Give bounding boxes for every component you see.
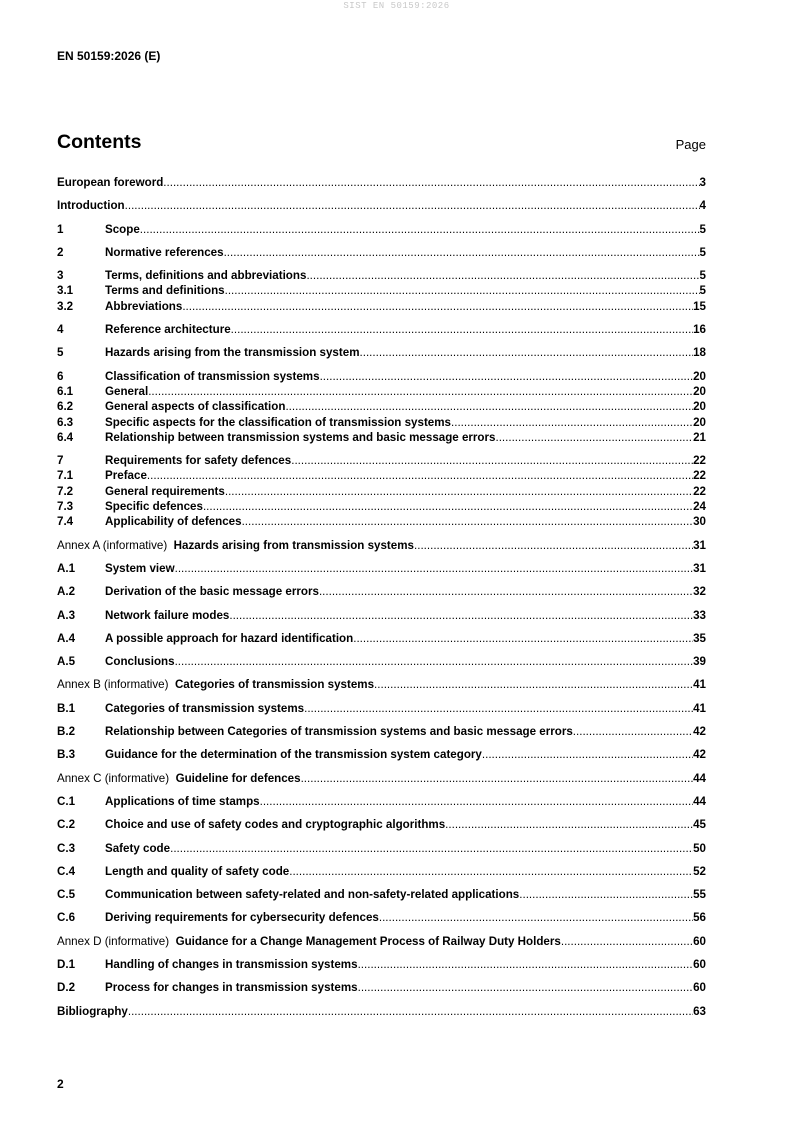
toc-entry[interactable] — [57, 677, 706, 692]
dot-leader — [519, 887, 693, 902]
toc-entry-page: 44 — [693, 771, 706, 785]
annex-label: Annex B (informative) — [57, 678, 169, 692]
dot-leader — [128, 1004, 693, 1019]
dot-leader — [203, 499, 693, 514]
toc-entry-title: Guidance for the determination of the transmission system category — [105, 748, 482, 762]
toc-entry-title: Bibliography — [57, 1004, 128, 1018]
toc-entry-number: 6.2 — [57, 400, 74, 414]
toc-entry-number: 7 — [57, 454, 64, 468]
toc-entry-title: Abbreviations — [105, 299, 183, 313]
annex-heading: Guidance for a Change Management Process of Railway Duty Holders — [175, 934, 561, 948]
toc-entry-page: 60 — [693, 981, 706, 995]
toc-entry-page: 20 — [693, 384, 706, 398]
toc-entry-number: 6.1 — [57, 384, 74, 398]
toc-entry-number: 6 — [57, 369, 64, 383]
toc-entry-page: 22 — [693, 484, 706, 498]
dot-leader — [301, 771, 694, 786]
dot-leader — [291, 453, 693, 468]
toc-entry-page: 56 — [693, 911, 706, 925]
toc-entry[interactable] — [57, 957, 706, 972]
toc-entry-page: 41 — [693, 678, 706, 692]
toc-entry-page: 22 — [693, 469, 706, 483]
toc-entry-title: Applicability of defences — [105, 515, 242, 529]
toc-entry-number: 7.2 — [57, 484, 74, 498]
dot-leader — [125, 198, 700, 213]
dot-leader — [414, 538, 693, 553]
toc-entry[interactable] — [57, 198, 706, 213]
dot-leader — [482, 747, 693, 762]
toc-entry[interactable] — [57, 299, 706, 314]
toc-entry-title: Categories of transmission systems — [105, 701, 305, 715]
toc-entry-title: Scope — [105, 222, 140, 236]
annex-label: Annex A (informative) — [57, 538, 168, 552]
toc-entry-title: Conclusions — [105, 655, 175, 669]
toc-entry-page: 18 — [693, 346, 706, 360]
toc-entry-page: 44 — [693, 794, 706, 808]
toc-entry-number: 7.4 — [57, 515, 74, 529]
toc-entry-title: Communication between safety-related and non-safety-related applications — [105, 888, 520, 902]
toc-entry[interactable] — [57, 384, 706, 399]
toc-entry-title: Safety code — [105, 841, 171, 855]
annex-label: Annex D (informative) — [57, 934, 170, 948]
toc-entry-title: System view — [105, 561, 175, 575]
annex-heading: Hazards arising from transmission systems — [173, 538, 414, 552]
toc-entry-title: Specific defences — [105, 500, 203, 514]
dot-leader — [573, 724, 693, 739]
toc-entry-number: 1 — [57, 222, 64, 236]
toc-entry[interactable] — [57, 268, 706, 283]
toc-entry-page: 33 — [693, 608, 706, 622]
toc-entry-number: 7.3 — [57, 500, 74, 514]
dot-leader — [379, 910, 693, 925]
dot-leader — [148, 384, 693, 399]
toc-entry-page: 20 — [693, 400, 706, 414]
toc-entry-title: Choice and use of safety codes and cryptographic algorithms — [105, 818, 446, 832]
toc-entry-page: 21 — [693, 430, 706, 444]
toc-entry-page: 3 — [699, 176, 706, 189]
toc-entry[interactable] — [57, 415, 706, 430]
toc-entry[interactable] — [57, 771, 706, 786]
toc-entry-page: 63 — [693, 1004, 706, 1018]
toc-entry-page: 60 — [693, 957, 706, 971]
toc-entry-number: B.2 — [57, 725, 76, 739]
toc-entry-title: Terms and definitions — [105, 284, 225, 298]
dot-leader — [319, 584, 693, 599]
toc-entry-number: C.2 — [57, 818, 76, 832]
toc-entry-number: D.2 — [57, 981, 76, 995]
toc-entry-page: 41 — [693, 701, 706, 715]
toc-entry-page: 16 — [693, 323, 706, 337]
toc-entry-title — [57, 934, 561, 949]
toc-entry-number: 3.1 — [57, 284, 74, 298]
document-header: EN 50159:2026 (E) — [57, 49, 161, 63]
toc-entry-page: 5 — [699, 284, 706, 298]
toc-entry-number: A.2 — [57, 585, 76, 599]
toc-entry[interactable] — [57, 887, 706, 902]
toc-entry[interactable] — [57, 499, 706, 514]
toc-entry-page: 45 — [693, 818, 706, 832]
toc-entry[interactable] — [57, 817, 706, 832]
dot-leader — [289, 864, 693, 879]
toc-entry-page: 31 — [693, 538, 706, 552]
toc-entry-title: Deriving requirements for cybersecurity defences — [105, 911, 379, 925]
toc-entry-number: D.1 — [57, 957, 76, 971]
toc-entry-page: 20 — [693, 415, 706, 429]
toc-entry-number: C.4 — [57, 864, 76, 878]
dot-leader — [224, 245, 700, 260]
toc-entry-number: C.5 — [57, 888, 76, 902]
dot-leader — [163, 175, 699, 190]
toc-entry[interactable] — [57, 841, 706, 856]
toc-entry[interactable] — [57, 934, 706, 949]
toc-entry-number: B.3 — [57, 748, 76, 762]
toc-entry-title: Process for changes in transmission systems — [105, 981, 358, 995]
toc-entry-title — [57, 538, 414, 553]
dot-leader — [374, 677, 693, 692]
toc-entry[interactable] — [57, 430, 706, 445]
toc-entry[interactable] — [57, 980, 706, 995]
dot-leader — [353, 631, 693, 646]
toc-entry-page: 5 — [699, 245, 706, 259]
toc-entry-page: 31 — [693, 561, 706, 575]
contents-heading: Contents — [57, 131, 142, 153]
toc-entry[interactable] — [57, 538, 706, 553]
annex-heading: Categories of transmission systems — [174, 678, 375, 692]
toc-entry[interactable] — [57, 399, 706, 414]
dot-leader — [147, 468, 693, 483]
toc-entry[interactable] — [57, 345, 706, 360]
toc-entry[interactable] — [57, 631, 706, 646]
toc-entry-number: A.4 — [57, 631, 76, 645]
toc-entry[interactable] — [57, 369, 706, 384]
toc-entry-number: A.3 — [57, 608, 76, 622]
toc-entry[interactable] — [57, 222, 706, 237]
annex-label: Annex C (informative) — [57, 771, 170, 785]
toc-entry-number: 3 — [57, 269, 64, 283]
dot-leader — [225, 283, 700, 298]
toc-entry-title: Relationship between Categories of transmission systems and basic message errors — [105, 725, 573, 739]
toc-entry-title: European foreword — [57, 176, 164, 189]
toc-entry-number: 4 — [57, 323, 64, 337]
toc-entry-page: 4 — [699, 199, 706, 213]
page-column-label: Page — [675, 137, 706, 152]
toc-entry[interactable] — [57, 175, 706, 190]
dot-leader — [360, 345, 694, 360]
page-number: 2 — [57, 1077, 64, 1091]
toc-entry-title: Length and quality of safety code — [105, 864, 290, 878]
toc-entry-number: 3.2 — [57, 299, 74, 313]
toc-entry[interactable] — [57, 864, 706, 879]
toc-entry[interactable] — [57, 910, 706, 925]
toc-entry[interactable] — [57, 654, 706, 669]
dot-leader — [175, 561, 693, 576]
dot-leader — [229, 608, 693, 623]
dot-leader — [140, 222, 700, 237]
toc-entry-page: 5 — [699, 269, 706, 283]
toc-entry-title: Relationship between transmission systems and basic message errors — [105, 430, 496, 444]
dot-leader — [242, 514, 694, 529]
toc-entry-title: Normative references — [105, 245, 224, 259]
toc-entry-title: Hazards arising from the transmission system — [105, 346, 360, 360]
dot-leader — [285, 399, 693, 414]
watermark: SIST EN 50159:2026 — [343, 1, 450, 11]
dot-leader — [320, 369, 694, 384]
toc-entry-number: 2 — [57, 245, 64, 259]
dot-leader — [451, 415, 693, 430]
toc-entry-title: Preface — [105, 469, 147, 483]
toc-entry[interactable] — [57, 514, 706, 529]
toc-entry-number: 7.1 — [57, 469, 74, 483]
toc-entry-page: 24 — [693, 500, 706, 514]
dot-leader — [445, 817, 693, 832]
dot-leader — [170, 841, 693, 856]
toc-entry[interactable] — [57, 322, 706, 337]
toc-entry-page: 30 — [693, 515, 706, 529]
toc-entry[interactable] — [57, 561, 706, 576]
dot-leader — [358, 980, 694, 995]
toc-entry-title: Classification of transmission systems — [105, 369, 320, 383]
annex-heading: Guideline for defences — [175, 771, 301, 785]
toc-entry[interactable] — [57, 245, 706, 260]
toc-entry-title: Handling of changes in transmission systems — [105, 957, 358, 971]
toc-entry[interactable] — [57, 453, 706, 468]
toc-entry-title — [57, 771, 301, 786]
dot-leader — [182, 299, 693, 314]
toc-entry-page: 22 — [693, 454, 706, 468]
toc-entry-number: 5 — [57, 346, 64, 360]
toc-entry-number: 6.3 — [57, 415, 74, 429]
toc-entry-title — [57, 677, 374, 692]
toc-entry-number: C.3 — [57, 841, 76, 855]
table-of-contents — [57, 175, 706, 1019]
toc-entry[interactable] — [57, 484, 706, 499]
dot-leader — [306, 268, 699, 283]
dot-leader — [561, 934, 693, 949]
dot-leader — [304, 701, 693, 716]
toc-entry-title: Network failure modes — [105, 608, 230, 622]
toc-entry-title: Requirements for safety defences — [105, 454, 292, 468]
toc-entry-page: 60 — [693, 934, 706, 948]
toc-entry-title: Specific aspects for the classification of transmission systems — [105, 415, 452, 429]
toc-entry-page: 42 — [693, 748, 706, 762]
toc-entry-title: Terms, definitions and abbreviations — [105, 269, 307, 283]
toc-entry-number: B.1 — [57, 701, 76, 715]
toc-entry-page: 42 — [693, 725, 706, 739]
toc-entry-page: 5 — [699, 222, 706, 236]
toc-entry[interactable] — [57, 608, 706, 623]
dot-leader — [260, 794, 693, 809]
dot-leader — [175, 654, 694, 669]
toc-entry[interactable] — [57, 794, 706, 809]
toc-entry-number: A.1 — [57, 561, 76, 575]
toc-entry-title: Introduction — [57, 199, 125, 213]
toc-entry-number: C.6 — [57, 911, 76, 925]
toc-entry-page: 35 — [693, 631, 706, 645]
toc-entry-page: 50 — [693, 841, 706, 855]
toc-entry[interactable] — [57, 283, 706, 298]
toc-entry[interactable] — [57, 724, 706, 739]
toc-entry-page: 39 — [693, 655, 706, 669]
dot-leader — [231, 322, 693, 337]
toc-entry-number: C.1 — [57, 794, 76, 808]
toc-entry-page: 32 — [693, 585, 706, 599]
toc-entry-number: 6.4 — [57, 430, 74, 444]
toc-entry-title: Derivation of the basic message errors — [105, 585, 319, 599]
toc-entry[interactable] — [57, 584, 706, 599]
toc-entry-title: Applications of time stamps — [105, 794, 260, 808]
toc-entry[interactable] — [57, 1004, 706, 1019]
toc-entry[interactable] — [57, 747, 706, 762]
toc-entry-title: General requirements — [105, 484, 225, 498]
toc-entry-page: 55 — [693, 888, 706, 902]
dot-leader — [225, 484, 693, 499]
toc-entry[interactable] — [57, 701, 706, 716]
toc-entry-page: 15 — [693, 299, 706, 313]
dot-leader — [358, 957, 694, 972]
toc-entry-page: 20 — [693, 369, 706, 383]
toc-entry-title: General — [105, 384, 149, 398]
dot-leader — [495, 430, 693, 445]
toc-entry-page: 52 — [693, 864, 706, 878]
toc-entry-title: Reference architecture — [105, 323, 231, 337]
toc-entry[interactable] — [57, 468, 706, 483]
toc-entry-title: General aspects of classification — [105, 400, 286, 414]
toc-entry-number: A.5 — [57, 655, 76, 669]
toc-entry-title: A possible approach for hazard identification — [105, 631, 354, 645]
